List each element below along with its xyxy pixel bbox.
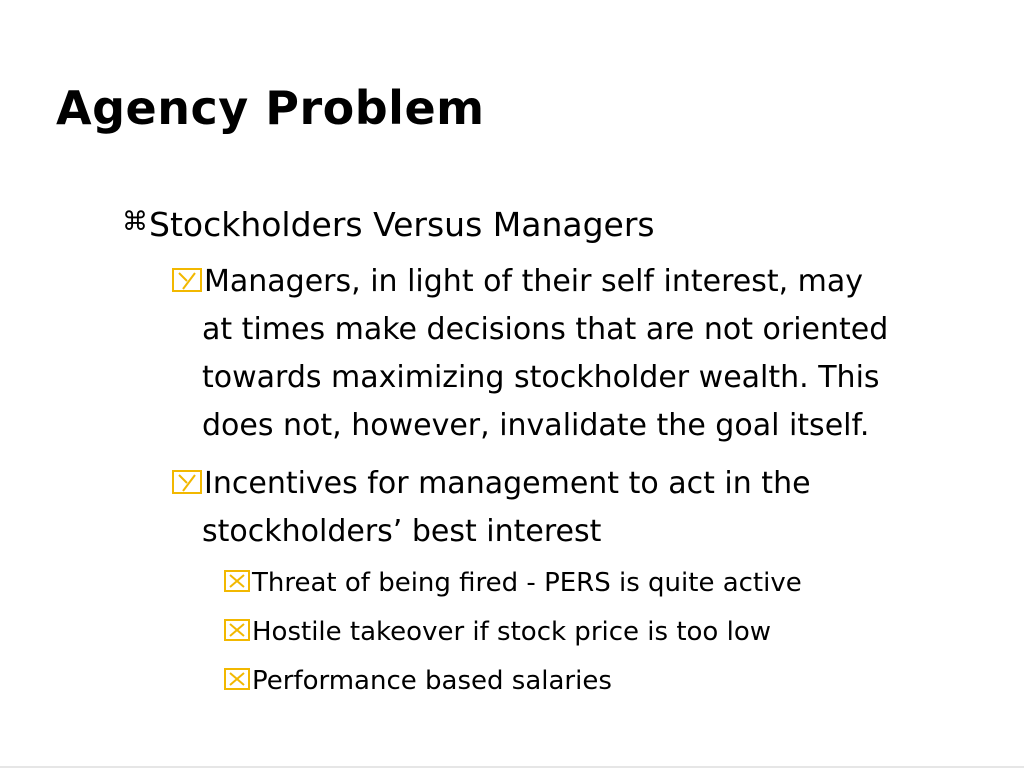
bullet-level3-item: Performance based salaries xyxy=(224,664,612,698)
bullet-level2-incentives xyxy=(172,460,1012,556)
bullet-line: does not, however, invalidate the goal itself. xyxy=(202,408,870,443)
x-box-icon xyxy=(224,619,250,641)
y-box-icon xyxy=(172,268,202,292)
bullet-line: at times make decisions that are not oriented xyxy=(202,312,889,347)
bullet-level1 xyxy=(122,199,655,248)
bullet-level3-item: Threat of being fired - PERS is quite active xyxy=(224,566,802,600)
slide-title: Agency Problem xyxy=(56,81,485,135)
bullet-level3-item: Hostile takeover if stock price is too low xyxy=(224,615,771,649)
x-box-icon xyxy=(224,668,250,690)
bullet-level1-text: Stockholders Versus Managers xyxy=(149,205,655,244)
bullet-line: stockholders’ best interest xyxy=(202,514,602,549)
bullet-line: Managers, in light of their self interest, may xyxy=(172,258,1012,306)
bullet-line: towards maximizing stockholder wealth. This xyxy=(202,360,880,395)
command-key-icon: ⌘ xyxy=(122,207,148,237)
bullet-level2-managers xyxy=(172,258,1012,450)
y-box-icon xyxy=(172,470,202,494)
x-box-icon xyxy=(224,570,250,592)
bullet-line: Incentives for management to act in the xyxy=(172,460,1012,508)
